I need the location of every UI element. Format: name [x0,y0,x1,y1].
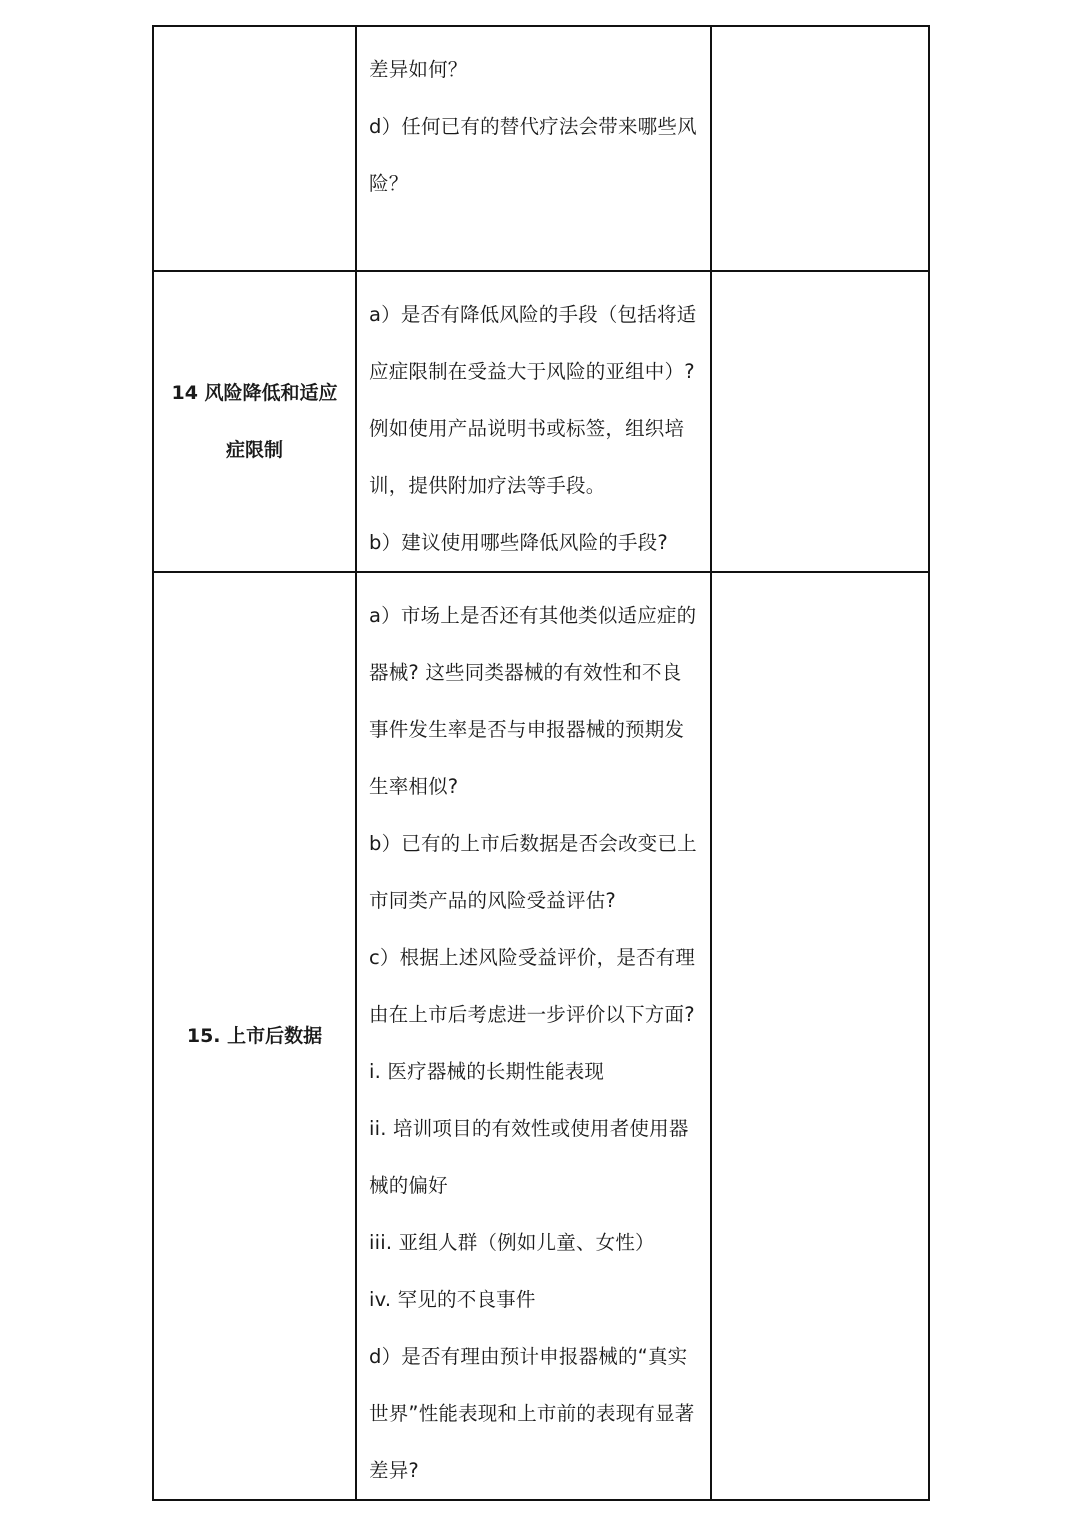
row-notes-cell [711,271,929,572]
content-line: d）是否有理由预计申报器械的“真实 [369,1345,688,1368]
content-line: d）任何已有的替代疗法会带来哪些风 [369,115,697,138]
table-row [153,26,929,271]
content-line: 差异? [369,1459,419,1482]
content-line: a）市场上是否还有其他类似适应症的 [369,604,697,627]
content-line: 器械? 这些同类器械的有效性和不良 [369,661,682,684]
content-line: iii. 亚组人群（例如儿童、女性） [369,1231,655,1254]
content-line: 由在上市后考虑进一步评价以下方面? [369,1003,695,1026]
content-line: 应症限制在受益大于风险的亚组中）? [369,360,695,383]
row-label-line: 症限制 [225,438,283,461]
row-label-cell [153,572,356,1500]
table-row [153,572,929,1500]
content-line: ii. 培训项目的有效性或使用者使用器 [369,1117,689,1140]
row-label-line: 14 风险降低和适应 [171,381,338,404]
row-content-cell [356,271,711,572]
content-line: c）根据上述风险受益评价，是否有理 [369,946,696,969]
row-label-line: 15. 上市后数据 [186,1024,323,1047]
table-row [153,271,929,572]
content-line: iv. 罕见的不良事件 [369,1288,536,1311]
row-content-cell [356,26,711,271]
content-line: 例如使用产品说明书或标签，组织培 [369,417,685,440]
row-label-cell [153,26,356,271]
row-content-cell [356,572,711,1500]
content-line: 事件发生率是否与申报器械的预期发 [369,718,685,741]
content-line: a）是否有降低风险的手段（包括将适 [369,303,697,326]
content-line: 生率相似? [369,775,459,798]
content-line: 差异如何？ [369,58,468,81]
content-line: 市同类产品的风险受益评估? [369,889,616,912]
row-notes-cell [711,572,929,1500]
content-line: 训，提供附加疗法等手段。 [369,474,606,497]
row-notes-cell [711,26,929,271]
content-line: 世界”性能表现和上市前的表现有显著 [369,1402,695,1425]
row-label-cell [153,271,356,572]
content-line: 械的偏好 [369,1174,448,1197]
content-line: 险？ [369,172,409,195]
content-line: b）建议使用哪些降低风险的手段? [369,531,668,554]
content-line: i. 医疗器械的长期性能表现 [369,1060,605,1083]
document-table [152,25,930,1501]
content-line: b）已有的上市后数据是否会改变已上 [369,832,697,855]
